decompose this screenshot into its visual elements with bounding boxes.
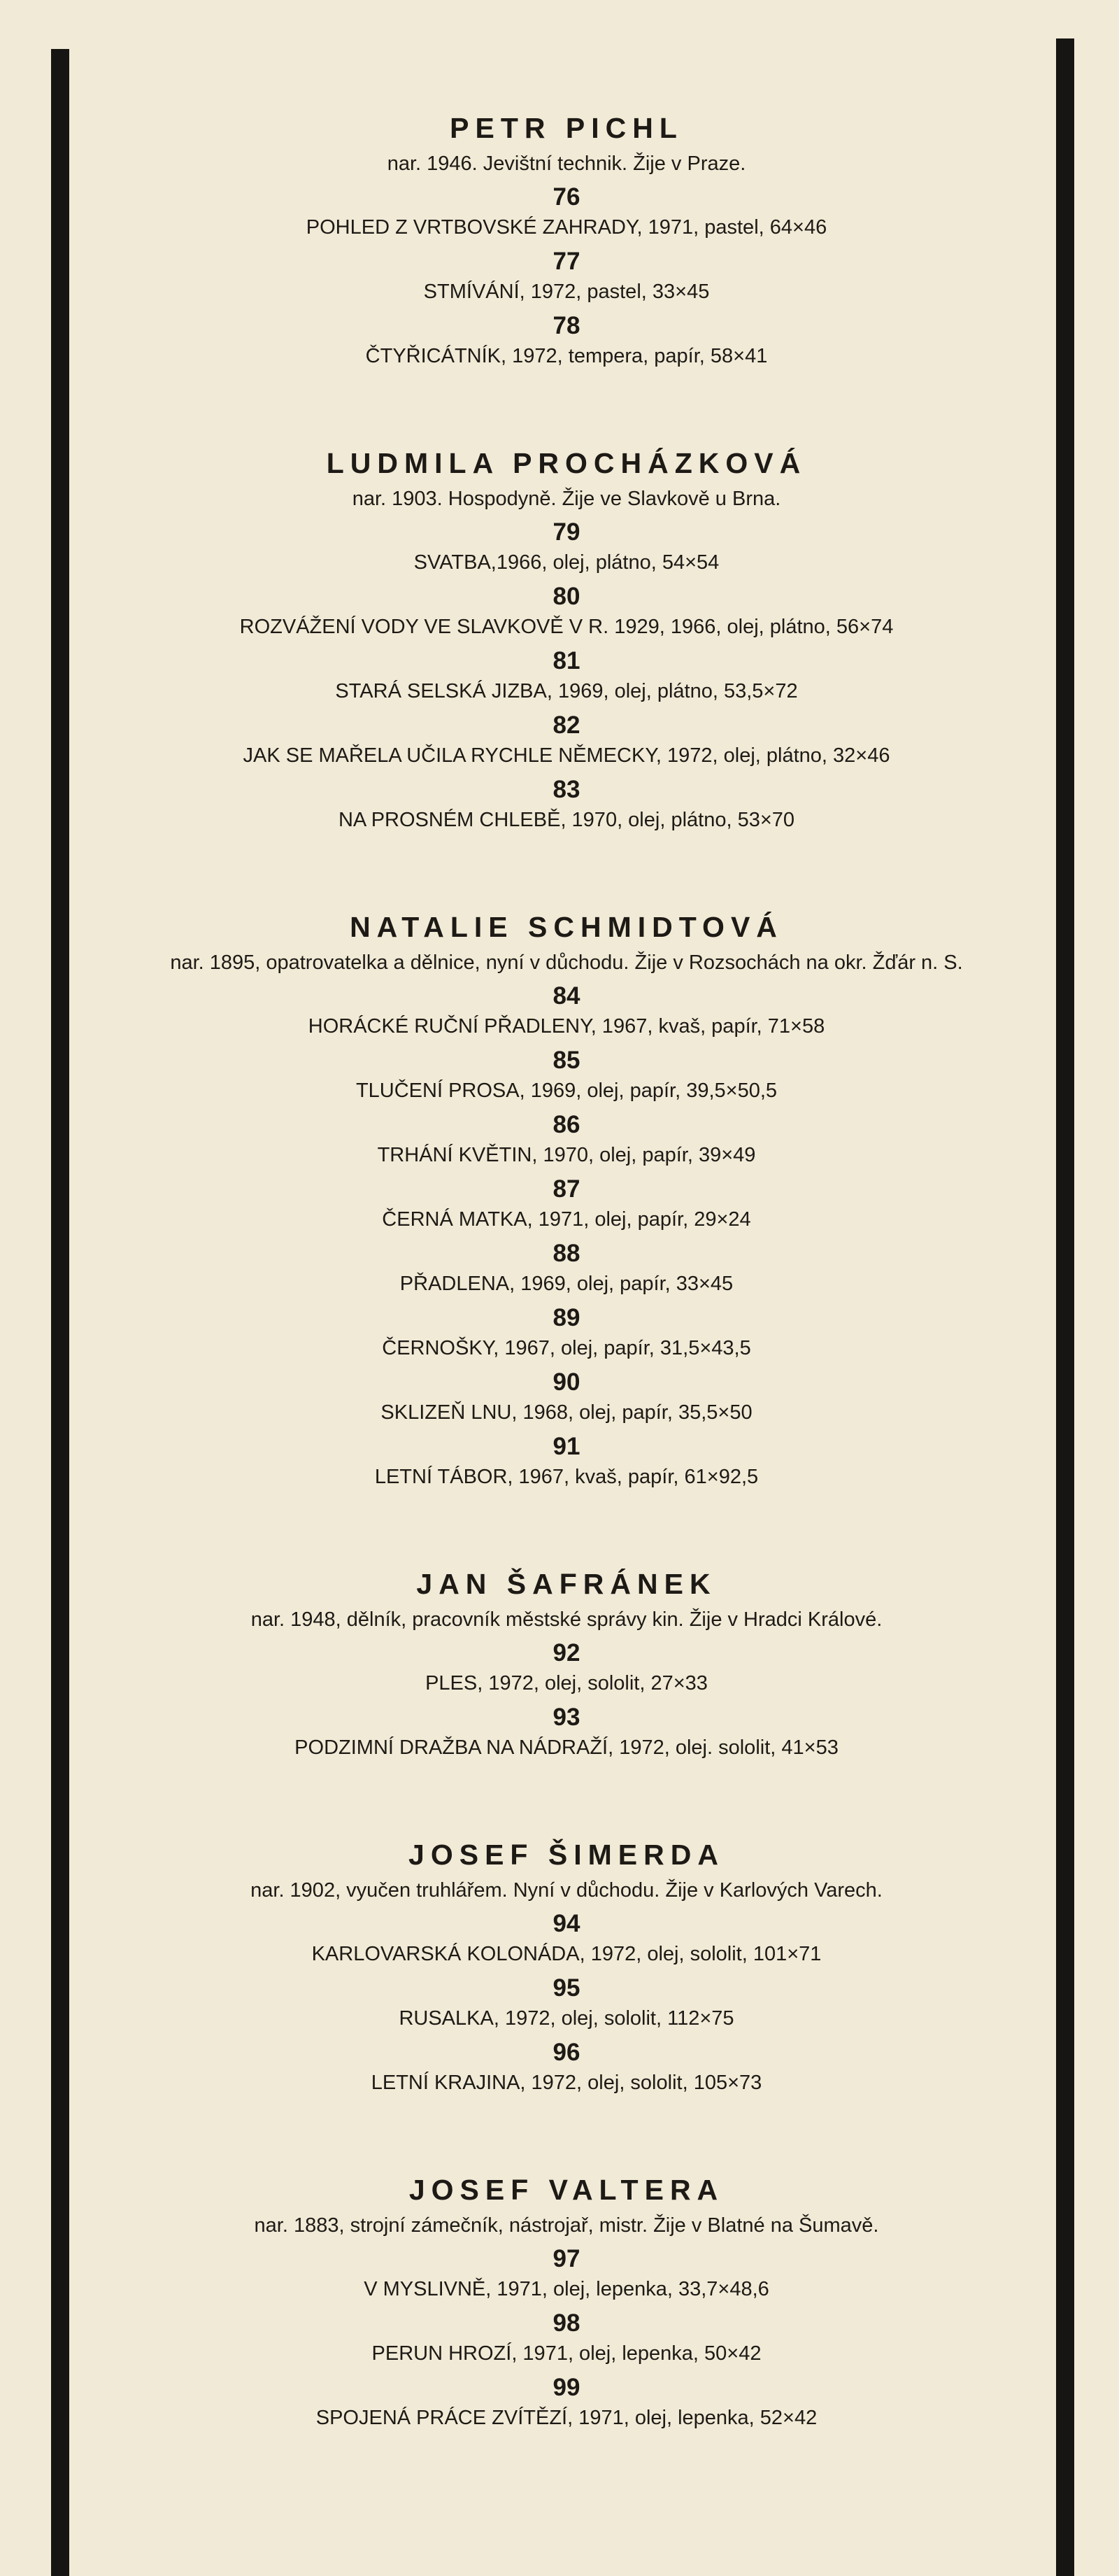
artwork-number: 91 [553,1433,580,1460]
artwork-number: 82 [553,712,580,739]
artwork-description: PLES, 1972, olej, sololit, 27×33 [425,1672,708,1694]
artwork-entry [126,1238,1007,1298]
artwork-entry [126,516,1007,576]
artist-section [126,1839,1007,2097]
artwork-number: 83 [553,776,580,803]
artwork-description: ČERNÁ MATKA, 1971, olej, papír, 29×24 [382,1208,751,1231]
artwork-entry [126,1701,1007,1762]
artist-section [126,2174,1007,2432]
artwork-entry [126,645,1007,705]
artist-name: JOSEF ŠIMERDA [408,1839,725,1871]
artist-section [126,911,1007,1491]
right-border-rule [1056,38,1074,2576]
artwork-number: 87 [553,1175,580,1203]
artwork-description: KARLOVARSKÁ KOLONÁDA, 1972, olej, sololit, 101×71 [311,1943,822,1965]
artwork-entry [126,1109,1007,1169]
artwork-description: ROZVÁŽENÍ VODY VE SLAVKOVĚ V R. 1929, 1966, olej, plátno, 56×74 [239,616,894,638]
artist-bio: nar. 1895, opatrovatelka a dělnice, nyní v důchodu. Žije v Rozsochách na okr. Žďár n. S. [170,951,963,974]
artwork-entry [126,181,1007,241]
artwork-number: 79 [553,518,580,546]
artwork-number: 80 [553,583,580,610]
artwork-description: TLUČENÍ PROSA, 1969, olej, papír, 39,5×50,5 [355,1080,778,1102]
artwork-entry [126,774,1007,834]
artwork-number: 89 [553,1304,580,1331]
artwork-number: 92 [553,1639,580,1666]
artwork-entry [126,1302,1007,1362]
artwork-description: SPOJENÁ PRÁCE ZVÍTĚZÍ, 1971, olej, lepenka, 52×42 [315,2407,818,2429]
artist-name: LUDMILA PROCHÁZKOVÁ [326,447,807,479]
catalog-list [126,112,1007,2509]
artwork-entry [126,1972,1007,2032]
artwork-description: PERUN HROZÍ, 1971, olej, lepenka, 50×42 [371,2342,762,2365]
artwork-number: 93 [553,1704,580,1731]
artwork-description: SVATBA,1966, olej, plátno, 54×54 [413,551,720,574]
artwork-number: 85 [553,1047,580,1074]
artist-section [126,112,1007,370]
artwork-description: V MYSLIVNĚ, 1971, olej, lepenka, 33,7×48,6 [364,2278,769,2300]
artwork-number: 78 [553,312,580,339]
artist-section [126,1568,1007,1762]
artwork-description: POHLED Z VRTBOVSKÉ ZAHRADY, 1971, pastel, 64×46 [306,216,827,239]
artwork-entry [126,1173,1007,1233]
artist-bio: nar. 1948, dělník, pracovník městské správy kin. Žije v Hradci Králové. [250,1608,883,1631]
artwork-entry [126,2037,1007,2097]
artwork-number: 76 [553,183,580,211]
artwork-description: PODZIMNÍ DRAŽBA NA NÁDRAŽÍ, 1972, olej. sololit, 41×53 [294,1736,839,1759]
artwork-number: 90 [553,1368,580,1396]
artwork-description: STARÁ SELSKÁ JIZBA, 1969, olej, plátno, 53,5×72 [335,680,798,702]
artwork-number: 98 [553,2309,580,2337]
artwork-number: 77 [553,248,580,275]
artist-name: JOSEF VALTERA [408,2174,725,2206]
artist-name: JAN ŠAFRÁNEK [416,1568,717,1600]
artwork-description: NA PROSNÉM CHLEBĚ, 1970, olej, plátno, 53×70 [338,809,795,831]
artwork-description: STMÍVÁNÍ, 1972, pastel, 33×45 [423,281,710,303]
artwork-description: LETNÍ KRAJINA, 1972, olej, sololit, 105×73 [371,2072,762,2094]
artwork-entry [126,980,1007,1040]
artist-bio: nar. 1883, strojní zámečník, nástrojař, mistr. Žije v Blatné na Šumavě. [254,2214,879,2237]
artwork-description: ČERNOŠKY, 1967, olej, papír, 31,5×43,5 [382,1337,751,1359]
artwork-entry [126,310,1007,370]
artwork-number: 99 [553,2374,580,2401]
artwork-entry [126,1637,1007,1697]
artwork-description: RUSALKA, 1972, olej, sololit, 112×75 [399,2007,734,2030]
artwork-number: 94 [553,1910,580,1937]
artwork-description: LETNÍ TÁBOR, 1967, kvaš, papír, 61×92,5 [374,1466,759,1488]
artwork-entry [126,246,1007,306]
artwork-description: JAK SE MAŘELA UČILA RYCHLE NĚMECKY, 1972, olej, plátno, 32×46 [243,744,890,767]
artwork-number: 88 [553,1240,580,1267]
artwork-entry [126,2243,1007,2303]
artwork-entry [126,1045,1007,1105]
artist-section [126,447,1007,834]
artwork-description: PŘADLENA, 1969, olej, papír, 33×45 [399,1273,734,1295]
artwork-number: 81 [553,647,580,674]
artwork-entry [126,709,1007,770]
artwork-entry [126,1366,1007,1427]
artwork-entry [126,1908,1007,1968]
artwork-number: 96 [553,2039,580,2066]
artist-bio: nar. 1903. Hospodyně. Žije ve Slavkově u Brna. [352,488,781,510]
artwork-number: 97 [553,2245,580,2272]
artwork-entry [126,2372,1007,2432]
artwork-description: SKLIZEŇ LNU, 1968, olej, papír, 35,5×50 [380,1401,753,1424]
left-border-rule [51,49,69,2576]
artist-bio: nar. 1902, vyučen truhlářem. Nyní v důchodu. Žije v Karlových Varech. [250,1879,883,1902]
artist-name: PETR PICHL [450,112,683,144]
artwork-description: ČTYŘICÁTNÍK, 1972, tempera, papír, 58×41 [365,345,768,367]
artwork-number: 95 [553,1974,580,2002]
artist-bio: nar. 1946. Jevištní technik. Žije v Praze. [387,153,746,175]
artwork-number: 84 [553,982,580,1010]
artwork-entry [126,2307,1007,2368]
artwork-entry [126,1431,1007,1491]
artwork-description: TRHÁNÍ KVĚTIN, 1970, olej, papír, 39×49 [377,1144,756,1166]
artist-name: NATALIE SCHMIDTOVÁ [350,911,783,943]
artwork-entry [126,581,1007,641]
artwork-number: 86 [553,1111,580,1138]
artwork-description: HORÁCKÉ RUČNÍ PŘADLENY, 1967, kvaš, papír, 71×58 [308,1015,825,1038]
